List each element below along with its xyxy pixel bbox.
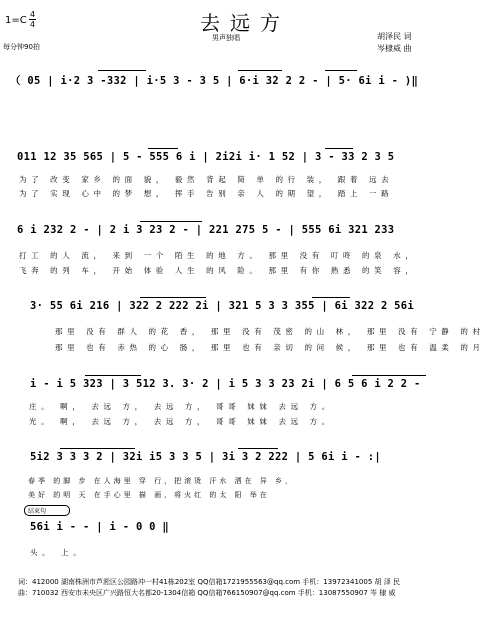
lyrics-row-4-verse-1: 庄。 啊， 去远 方， 去远 方， 哥哥 妹妹 去远 方。	[29, 402, 334, 411]
time-signature	[29, 10, 36, 29]
composer-credit: 岑棣威 曲	[377, 44, 412, 53]
song-subtitle: 男声独唱	[212, 34, 240, 42]
lyrics-row-5-verse-1: 春季 的脚 步 在人海里 穿 行，把滚烫 汗水 洒在 异 乡，	[28, 477, 296, 485]
song-title: 去远方	[200, 11, 290, 35]
lyricist-credit: 胡泽民 词	[377, 32, 412, 41]
lyrics-row-3-verse-2: 那里 也有 赤热 的心 肠， 那里 也有 亲切 的问 候， 那里 也有 温柔 的月	[55, 343, 485, 352]
tempo-marking: 每分钟90拍	[3, 43, 40, 51]
notation-row-2: 6 i 232 2 - | 2 i 3 23 2 - | 221 275 5 - | 555 6i 321 233	[17, 224, 395, 236]
footer-lyricist-contact: 词：412000 湖南株洲市芦淞区公园路冲一村41栋202室 QQ信箱1721955563@qq.com 手机：13972341005 胡 泽 民	[18, 578, 400, 586]
notation-row-1: 011 12 35 565 | 5 - 555 6 i | 2i2i i· 1 52 | 3 - 33 2 3 5	[17, 151, 395, 163]
lyrics-row-1-verse-2: 为了 实现 心中 的梦 想， 挥手 告别 亲 人 的期 望， 踏上 一路	[19, 189, 394, 198]
footer-composer-contact: 曲：710032 西安市未央区广兴路恒大名都20-1304信箱 QQ信箱766150907@qq.com 手机：13087550907 岑 棣 威	[18, 589, 396, 597]
lyrics-row-1-verse-1: 为了 改变 家乡 的面 貌， 毅然 背起 简 单 的行 装， 跟着 远去	[19, 175, 394, 184]
lyrics-row-ending: 头。 上。	[30, 548, 86, 557]
notation-row-ending: 56i i - - | i - 0 0 ‖	[30, 521, 170, 533]
lyrics-row-5-verse-2: 美好 的明 天 在手心里 描 画，将火红 的太 阳 举在	[28, 491, 270, 499]
time-denominator: 4	[29, 20, 36, 29]
notation-row-5: 5i2 3 3 3 2 | 32i i5 3 3 5 | 3i 3 2 222 | 5 6i i - :|	[30, 451, 381, 463]
notation-row-intro: （ 05 | i·2 3 -33̇2 | i·5 3 - 3 5 | 6·i 3̇2 2 2 - | 5· 6i i - )‖	[10, 75, 419, 87]
lyrics-row-3-verse-1: 那里 没有 群人 的花 香， 那里 没有 茂密 的山 林， 那里 没有 宁静 的村	[55, 327, 485, 336]
notation-row-3: 3· 55 6i 216 | 322 2 222 2i | 321 5 3 3 355 | 6i 322 2 56i	[30, 300, 415, 312]
time-numerator: 4	[29, 10, 36, 19]
lyrics-row-4-verse-2: 光。 啊， 去远 方， 去远 方， 哥哥 妹妹 去远 方。	[29, 417, 334, 426]
notation-row-4: i - i 5 323 | 3 512 3. 3· 2 | i 5 3 3 23 2i | 6 5 6 i 2 2 -	[30, 378, 421, 390]
ending-label: 结束句	[28, 508, 47, 515]
lyrics-row-2-verse-2: 飞奔 的列 车， 开始 体验 人生 的风 险。 那里 有你 熟悉 的笑 容，	[19, 266, 418, 275]
lyrics-row-2-verse-1: 打工 的人 流， 来到 一个 陌生 的地 方。 那里 没有 叮咚 的泉 水，	[19, 251, 418, 260]
key-signature: 1=C	[5, 15, 27, 26]
